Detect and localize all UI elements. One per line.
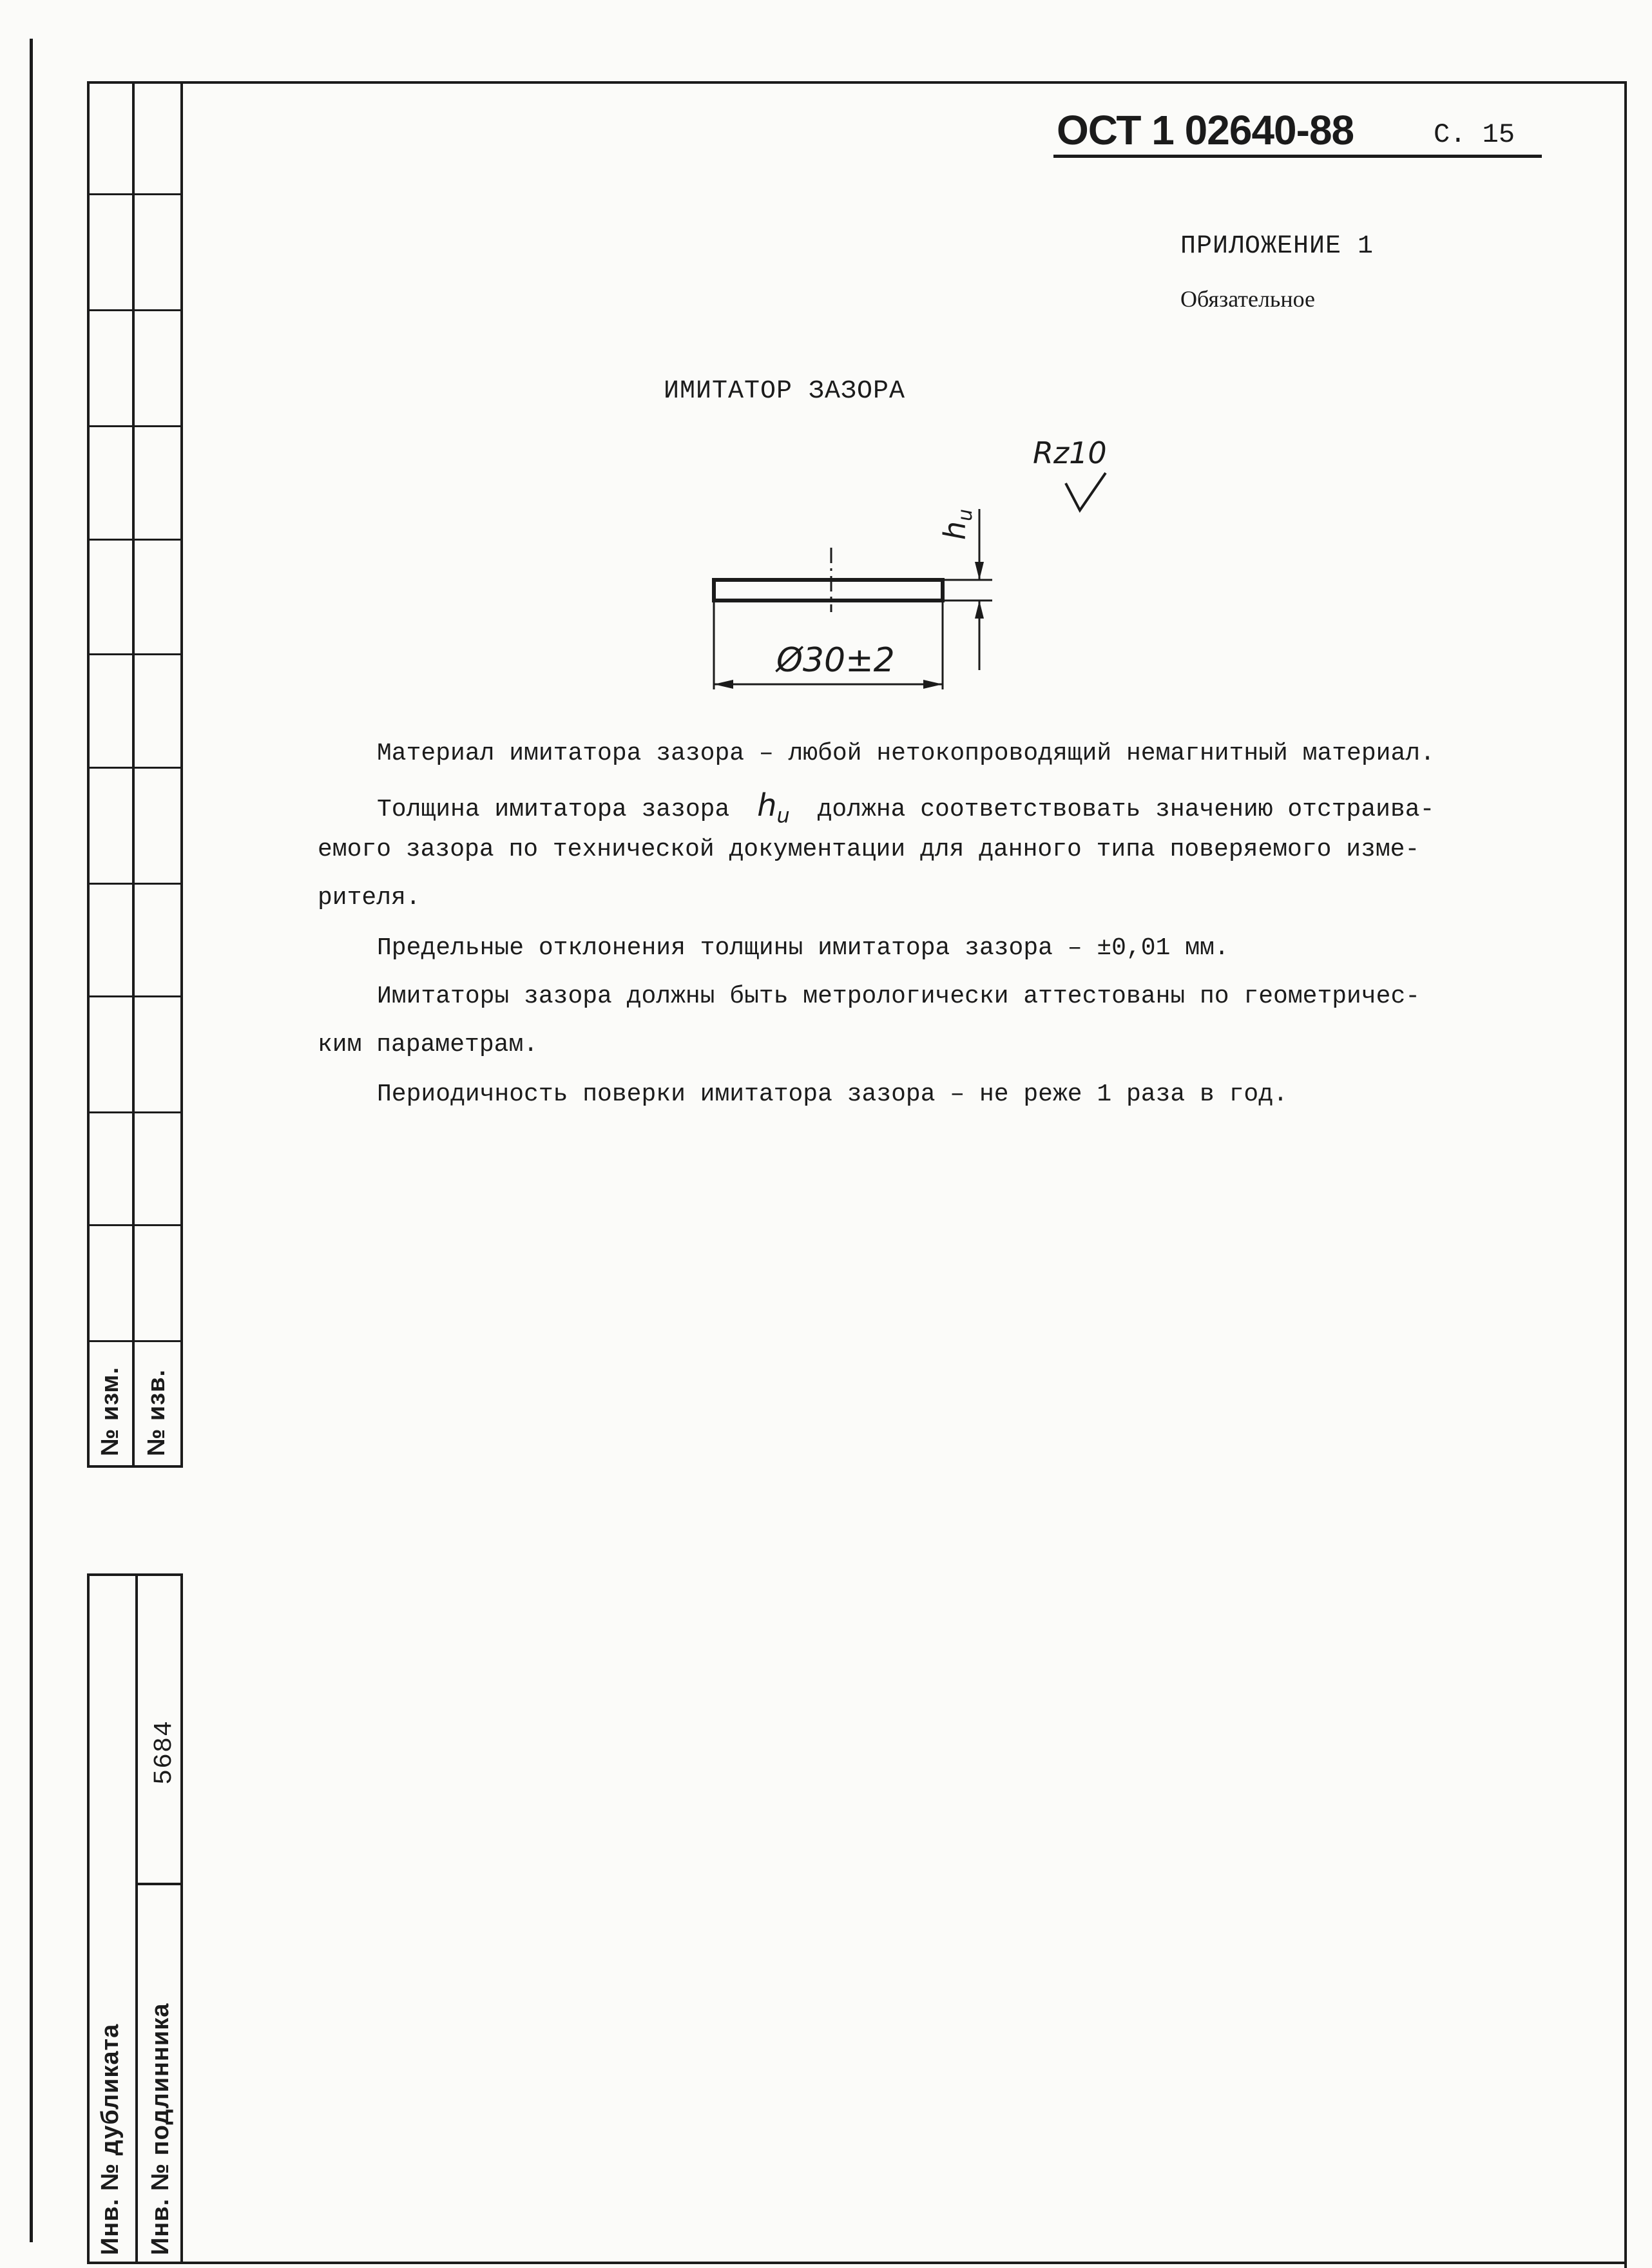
paragraph-thickness-line1 — [377, 787, 1434, 828]
stamp-row — [87, 767, 183, 769]
appendix-status: Обязательное — [1180, 286, 1316, 312]
stamp-col-line-2 — [132, 81, 135, 1466]
lower-stamp-right — [180, 1573, 183, 2263]
paragraph-material: Материал имитатора зазора – любой нетокопроводящий немагнитный материал. — [377, 740, 1435, 767]
duplicate-inventory-label: Инв. № дубликата — [97, 2023, 124, 2255]
standard-code: ОСТ 1 02640-88 — [1057, 107, 1354, 153]
paragraph-thickness-line2: емого зазора по технической документации для данного типа поверяемого изме- — [318, 836, 1420, 863]
thickness-subscript: u — [954, 508, 977, 521]
paragraph-thickness-line3: рителя. — [318, 884, 421, 912]
change-number-label: № изм. — [97, 1367, 124, 1456]
stamp-row — [87, 995, 183, 997]
appendix-label: ПРИЛОЖЕНИЕ 1 — [1180, 232, 1374, 261]
roughness-symbol — [1063, 470, 1108, 515]
stamp-row — [87, 425, 183, 427]
stamp-row — [87, 1111, 183, 1113]
diameter-label: Ø30±2 — [776, 641, 895, 680]
original-inventory-label: Инв. № подлинника — [147, 2003, 174, 2255]
thickness-inline-h: h — [757, 787, 777, 823]
stamp-row — [87, 193, 183, 195]
paragraph-tolerance: Предельные отклонения толщины имитатора зазора – ±0,01 мм. — [377, 934, 1229, 962]
stamp-col-bottom — [87, 1465, 183, 1468]
section-title: ИМИТАТОР ЗАЗОРА — [664, 377, 906, 406]
stamp-row — [87, 309, 183, 311]
thickness-arrow-bottom — [975, 601, 984, 619]
original-inventory-value: 5684 — [150, 1720, 179, 1785]
stamp-row — [87, 883, 183, 885]
right-border — [1624, 81, 1627, 2268]
stamp-col-line-1 — [87, 81, 90, 1466]
thickness-label — [937, 509, 977, 540]
lower-stamp-divider — [135, 1883, 183, 1885]
thickness-symbol: h — [937, 521, 972, 540]
diameter-arrow-right — [923, 680, 943, 689]
lower-stamp-left — [87, 1573, 90, 2263]
stamp-row — [87, 653, 183, 655]
stamp-row — [87, 1224, 183, 1226]
stamp-row — [87, 539, 183, 541]
header-underline — [1053, 155, 1542, 158]
thickness-text-b: должна соответствовать значению отстраива- — [817, 796, 1435, 823]
thickness-text-a: Толщина имитатора зазора — [377, 796, 730, 823]
paragraph-certification-line2: ким параметрам. — [318, 1031, 539, 1059]
diameter-arrow-left — [714, 680, 733, 689]
paragraph-certification-line1: Имитаторы зазора должны быть метрологически аттестованы по геометричес- — [377, 983, 1421, 1010]
thickness-inline-symbol — [757, 787, 790, 828]
left-outer-border — [30, 39, 33, 2242]
roughness-label: Rz10 — [1033, 436, 1107, 470]
paragraph-periodicity: Периодичность поверки имитатора зазора – не реже 1 раза в год. — [377, 1081, 1288, 1108]
stamp-col-line-3 — [180, 81, 183, 1466]
bottom-border — [87, 2262, 1627, 2264]
thickness-arrow-top — [975, 562, 984, 580]
top-border — [87, 81, 1627, 84]
page-number: С. 15 — [1434, 119, 1515, 150]
lower-stamp-mid — [135, 1573, 138, 2263]
disc-outline — [714, 580, 943, 601]
thickness-inline-sub: u — [776, 803, 790, 828]
notice-number-label: № изв. — [143, 1369, 170, 1456]
stamp-row — [87, 1340, 183, 1342]
